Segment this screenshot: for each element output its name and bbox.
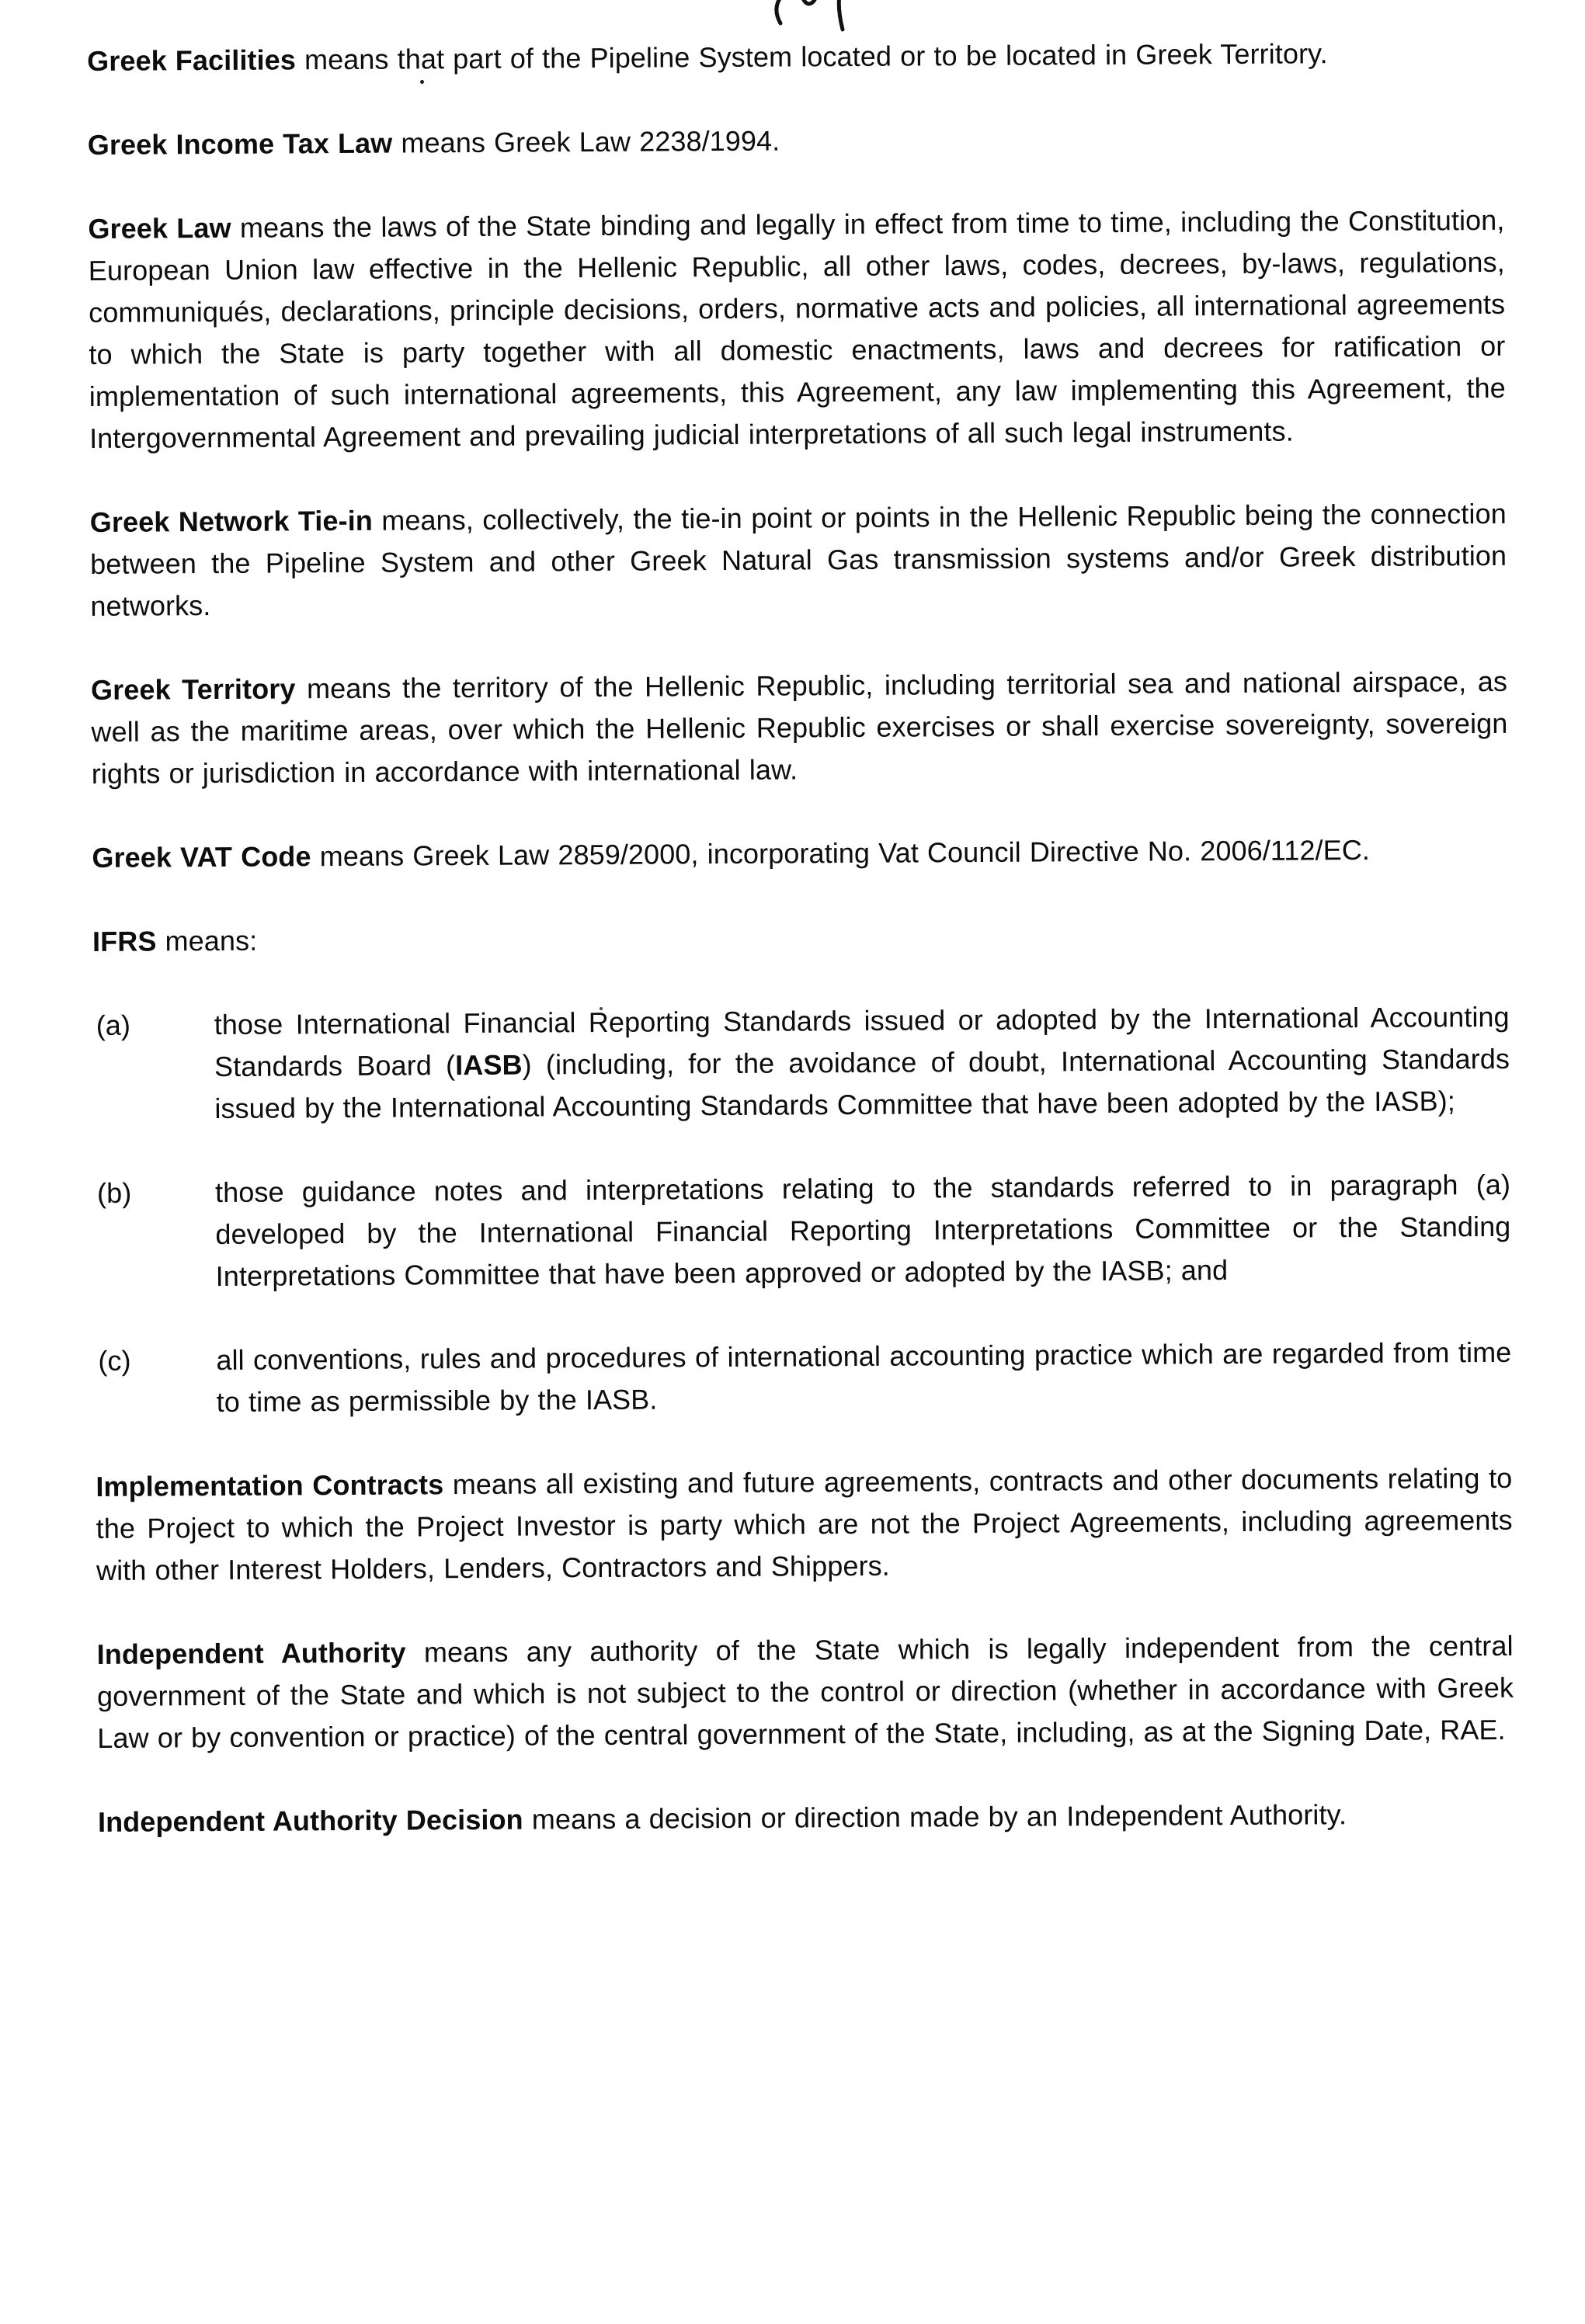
ifrs-item-c [95,1332,1512,1424]
ifrs-definition-list [93,996,1512,1424]
iasb-abbreviation: IASB [455,1048,523,1082]
definition-text: means: [156,924,258,957]
defined-term: Independent Authority [96,1636,406,1670]
definition-greek-facilities [87,32,1503,82]
list-label-c: (c) [98,1344,131,1377]
definition-independent-authority-decision [98,1793,1514,1843]
definition-text: means that part of the Pipeline System located or to be located in Greek Territory. [295,37,1328,76]
defined-term: Implementation Contracts [96,1468,444,1502]
definition-text: means any authority of the State which is legally independent from the central government of the State and which is not subject to the control or direction (whether in accordance with Greek Law or by convention or practice) of the central government of the State, including, as at the Signing Date, RAE. [96,1629,1514,1754]
definition-text: means a decision or direction made by an Independent Authority. [523,1798,1347,1836]
defined-term: Greek Territory [90,672,296,706]
ifrs-item-a [93,996,1510,1131]
handwriting-pen-mark-icon [765,0,912,36]
list-item-text: those International Financial Reporting Standards issued or adopted by the International Accounting Standards Board ( [214,1000,1510,1083]
definition-greek-network-tie-in [90,493,1507,627]
document-body [87,32,1514,1885]
definition-text: means the laws of the State binding and legally in effect from time to time, including the Constitution, European Union law effective in the Hellenic Republic, all other laws, codes, decrees, by-laws, regulations, communiqués, declarations, principle decisions, orders, normative acts and policies, all international agreements to which the State is party together with all domestic enactments, laws and decrees for ratification or implementation of such international agreements, this Agreement, any law implementing this Agreement, the Intergovernmental Agreement and prevailing judicial interpretations of all such legal instruments. [88,203,1506,454]
definition-independent-authority [97,1625,1514,1760]
list-item-text: ) (including, for the avoidance of doubt, International Accounting Standards issued by the International Accounting Standards Committee that have been adopted by the IASB); [214,1042,1510,1125]
list-label-a: (a) [96,1009,131,1041]
definition-greek-vat-code [92,829,1508,879]
defined-term: Greek Law [88,211,231,245]
definition-text: means, collectively, the tie-in point or points in the Hellenic Republic being the connection between the Pipeline System and other Greek Natural Gas transmission systems and/or Greek distribution networks. [89,497,1507,622]
defined-term: Greek Facilities [87,43,297,77]
definition-text: means all existing and future agreements, contracts and other documents relating to the Project to which the Project Investor is party which are not the Project Agreements, including agreements with other Interest Holders, Lenders, Contractors and Shippers. [96,1461,1513,1586]
definition-ifrs-lead-in [92,912,1509,963]
defined-term: Greek Network Tie-in [89,504,373,538]
ifrs-item-b [94,1164,1511,1298]
definition-greek-income-tax-law [88,116,1504,166]
definition-greek-law [88,200,1506,460]
list-item-text: those guidance notes and interpretations relating to the standards referred to in paragraph (a) developed by the International Financial Reporting Interpretations Committee or the Standing Interpretations Committee that have been approved or adopted by the IASB; and [214,1168,1511,1293]
defined-term: Independent Authority Decision [97,1803,523,1838]
definition-text: means Greek Law 2859/2000, incorporating Vat Council Directive No. 2006/112/EC. [311,833,1371,873]
defined-term: Greek Income Tax Law [87,127,393,161]
definition-greek-territory [91,661,1508,795]
defined-term: IFRS [92,925,157,957]
list-label-b: (b) [96,1176,132,1209]
definition-text: means Greek Law 2238/1994. [392,124,780,159]
definition-implementation-contracts [96,1457,1513,1592]
list-item-text: all conventions, rules and procedures of international accounting practice which are regarded from time to time as permissible by the IASB. [216,1336,1512,1419]
defined-term: Greek VAT Code [92,840,311,874]
definition-text: means the territory of the Hellenic Republic, including territorial sea and national airspace, as well as the maritime areas, over which the Hellenic Republic exercises or shall exercise sovereignty, sovereign rights or jurisdiction in accordance with international law. [91,665,1508,790]
